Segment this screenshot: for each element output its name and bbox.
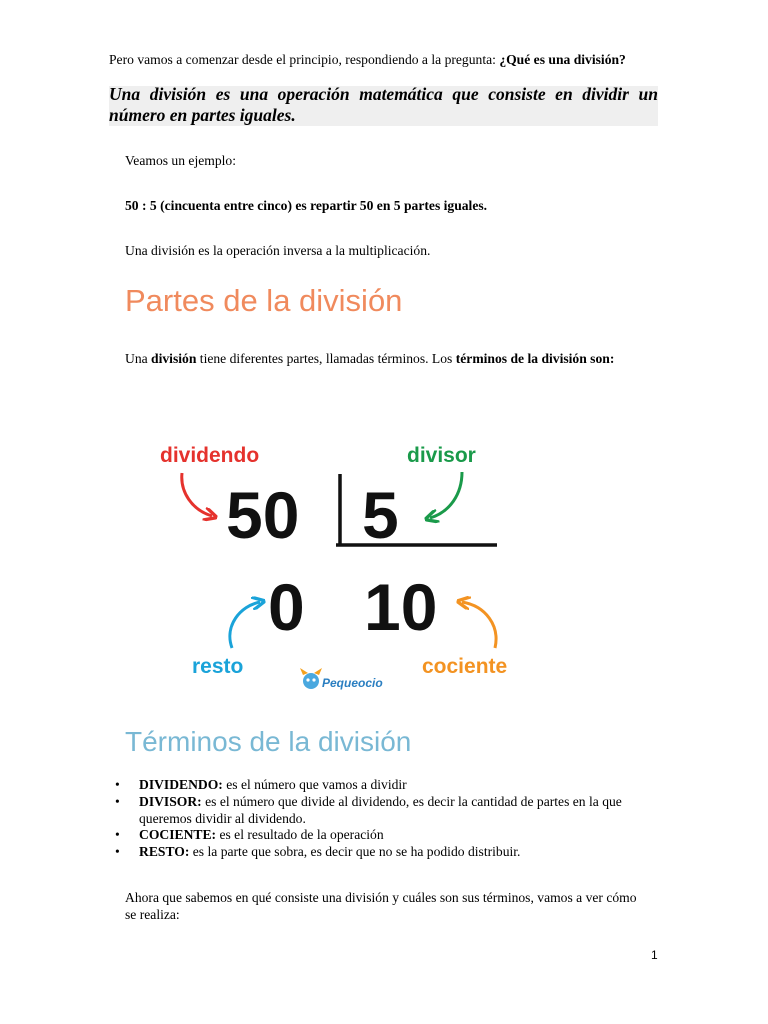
pequeocio-logo [300,668,383,690]
terms-intro-middle: tiene diferentes partes, llamadas términos. Los [196,351,456,366]
term-remainder: RESTO: [139,844,190,860]
division-diagram [150,430,530,700]
arrow-divisor [430,472,462,518]
term-dividend: DIVIDENDO: [139,777,223,792]
intro-paragraph [109,51,658,68]
list-item [115,793,658,828]
logo-text: Pequeocio [322,676,383,690]
terms-intro-bold2: términos de la división son: [455,351,615,366]
inverse-text: Una división es la operación inversa a la multiplicación. [125,243,431,258]
arrow-remainder [230,602,260,648]
label-remainder: resto [192,655,244,678]
label-dividend: dividendo [160,444,260,467]
example-text: 50 : 5 (cincuenta entre cinco) es repartir 50 en 5 partes iguales. [125,198,488,213]
terms-intro-paragraph [125,350,642,367]
bullet-icon: • [115,844,120,860]
label-divisor: divisor [407,444,476,467]
intro-question: ¿Qué es una división? [499,52,626,67]
quotient-number: 10 [364,570,438,644]
list-item [115,844,658,861]
dividend-number: 50 [226,478,300,552]
term-quotient: COCIENTE: [139,827,217,843]
remainder-number: 0 [268,570,305,644]
terms-list [109,777,658,861]
section-title-parts: Partes de la división [125,283,403,318]
terms-intro-prefix: Una [125,351,152,366]
arrow-dividend [182,473,212,516]
list-item [115,777,658,794]
terms-intro-bold1: división [151,351,197,366]
term-dividend-desc: es el número que vamos a dividir [222,777,407,792]
bullet-icon: • [115,793,120,809]
intro-text: Pero vamos a comenzar desde el principio, respondiendo a la pregunta: [109,52,500,67]
example-intro: Veamos un ejemplo: [125,153,236,168]
list-item [115,827,658,844]
bullet-icon: • [115,777,120,792]
label-quotient: cociente [422,655,508,678]
bullet-icon: • [115,827,120,843]
page-number: 1 [651,948,658,962]
term-divisor: DIVISOR: [139,793,202,809]
definition-text: Una división es una operación matemática que consiste en dividir un número en partes iguales. [109,84,658,125]
arrow-quotient [462,602,496,648]
divisor-number: 5 [362,478,399,552]
closing-paragraph: Ahora que sabemos en qué consiste una división y cuáles son sus términos, vamos a ver cómo se realiza: [125,890,637,922]
section-title-terms: Términos de la división [125,726,412,757]
logo-mascot-icon [303,673,319,689]
term-remainder-desc: es la parte que sobra, es decir que no se ha podido distribuir. [189,844,521,860]
term-quotient-desc: es el resultado de la operación [216,827,384,843]
term-divisor-desc: es el número que divide al dividendo, es decir la cantidad de partes en la que queremos dividir al dividendo. [139,793,622,826]
